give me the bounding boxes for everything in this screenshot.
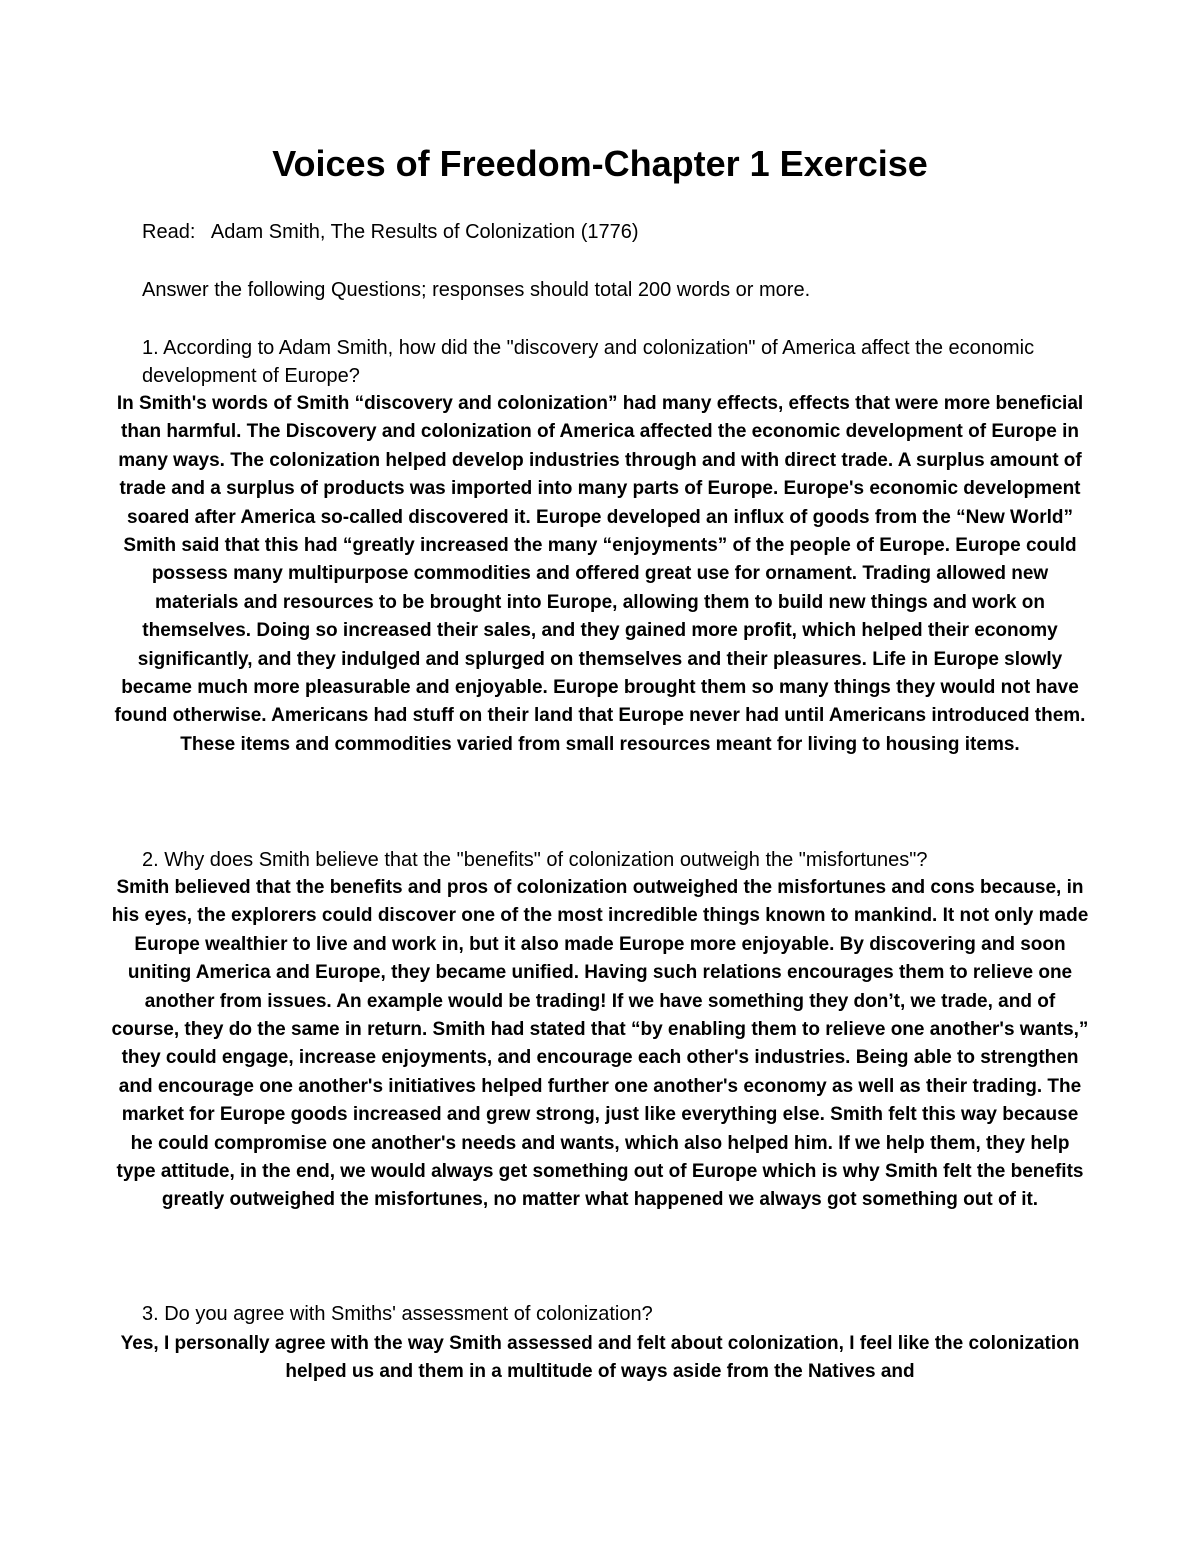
instructions: Answer the following Questions; responses should total 200 words or more.: [142, 279, 811, 301]
question-2: 2. Why does Smith believe that the "benefits" of colonization outweigh the "misfortunes"?: [142, 849, 928, 871]
answer-2: Smith believed that the benefits and pros of colonization outweighed the misfortunes and cons because, in his eyes, the explorers could discover one of the most incredible things known to mankind. It not only made Europe wealthier to live and work in, but it also made Europe more enjoyable. By discovering and soon uniting America and Europe, they became unified. Having such relations encourages them to relieve one another from issues. An example would be trading! If we have something they don’t, we trade, and of course, they do the same in return. Smith had stated that “by enabling them to relieve one another's wants,” they could engage, increase enjoyments, and encourage each other's industries. Being able to strengthen and encourage one another's initiatives helped further one another's economy as well as their trading. The market for Europe goods increased and grew strong, just like everything else. Smith felt this way because he could compromise one another's needs and wants, which also helped him. If we help them, they help type attitude, in the end, we would always get something out of Europe which is why Smith felt the benefits greatly outweighed the misfortunes, no matter what happened we always got something out of it.: [111, 877, 1089, 1211]
reading-assignment: Read: Adam Smith, The Results of Colonization (1776): [142, 221, 639, 243]
question-3: 3. Do you agree with Smiths' assessment of colonization?: [142, 1303, 653, 1325]
document-title: Voices of Freedom-Chapter 1 Exercise: [272, 143, 928, 184]
answer-3: Yes, I personally agree with the way Smith assessed and felt about colonization, I feel like the colonization helped us and them in a multitude of ways aside from the Natives and: [120, 1333, 1080, 1383]
question-1: 1. According to Adam Smith, how did the "discovery and colonization" of America affect the economic development of Europe?: [142, 337, 1040, 387]
answer-1: In Smith's words of Smith “discovery and colonization” had many effects, effects that were more beneficial than harmful. The Discovery and colonization of America affected the economic development of Europe in many ways. The colonization helped develop industries through and with direct trade. A surplus amount of trade and a surplus of products was imported into many parts of Europe. Europe's economic development soared after America so-called discovered it. Europe developed an influx of goods from the “New World” Smith said that this had “greatly increased the many “enjoyments” of the people of Europe. Europe could possess many multipurpose commodities and offered great use for ornament. Trading allowed new materials and resources to be brought into Europe, allowing them to build new things and work on themselves. Doing so increased their sales, and they gained more profit, which helped their economy significantly, and they indulged and splurged on themselves and their pleasures. Life in Europe slowly became much more pleasurable and enjoyable. Europe brought them so many things they would not have found otherwise. Americans had stuff on their land that Europe never had until Americans introduced them. These items and commodities varied from small resources meant for living to housing items.: [114, 393, 1086, 755]
